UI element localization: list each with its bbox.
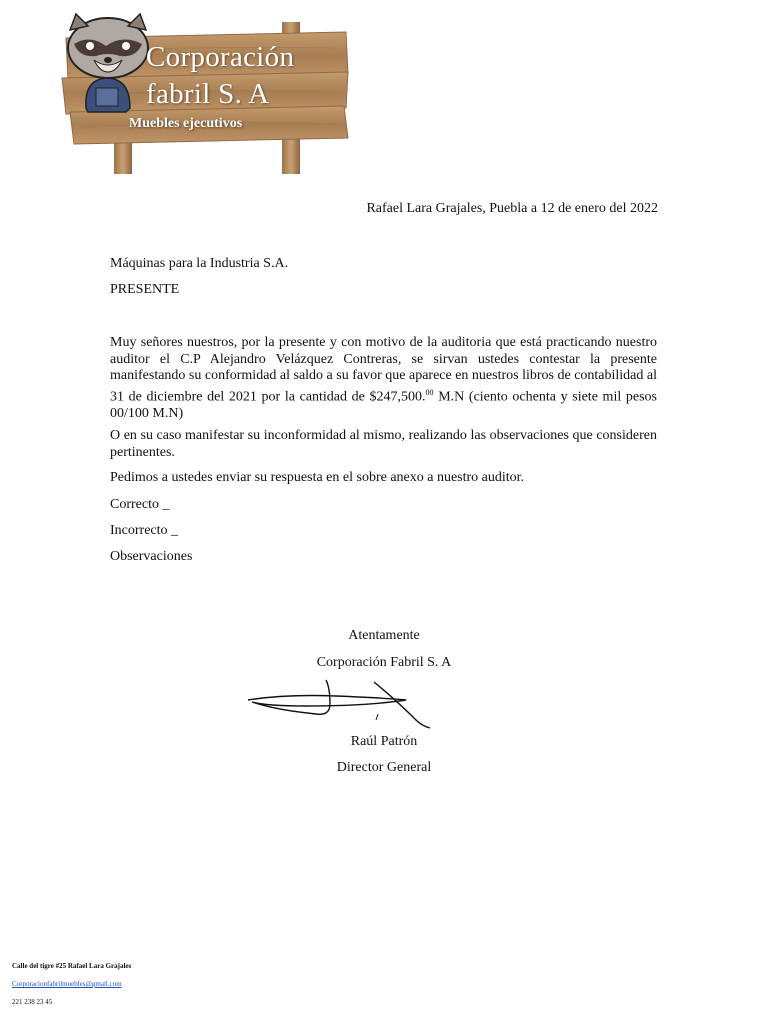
logo-title-line2: fabril S. A <box>146 78 270 110</box>
body-paragraph-2: O en su caso manifestar su inconformidad al mismo, realizando las observaciones que consideren pertinentes. <box>110 428 657 460</box>
closing: Atentamente <box>348 628 420 643</box>
footer-address: Calle del tigre #25 Rafael Lara Grajales <box>12 962 132 970</box>
logo-subtitle: Muebles ejecutivos <box>129 116 243 131</box>
company-name: Corporación Fabril S. A <box>316 655 452 670</box>
signer-name: Raúl Patrón <box>350 734 418 749</box>
signer-title: Director General <box>336 760 432 775</box>
body-paragraph-1 <box>110 335 657 422</box>
present-label: PRESENTE <box>110 282 180 297</box>
correct-option: Correcto _ <box>110 497 170 512</box>
body-paragraph-3: Pedimos a ustedes enviar su respuesta en el sobre anexo a nuestro auditor. <box>110 470 525 485</box>
incorrect-option: Incorrecto _ <box>110 523 179 538</box>
paragraph-1-text-end: M.N (ciento ochenta y siete mil pesos 00/100 M.N) <box>110 389 657 421</box>
company-logo <box>56 8 356 178</box>
footer-phone: 221 238 23 45 <box>12 998 53 1006</box>
place-date: Rafael Lara Grajales, Puebla a 12 de enero del 2022 <box>366 201 658 216</box>
observations-label: Observaciones <box>110 549 193 564</box>
amount-cents: 00 <box>425 387 434 397</box>
footer-email-link[interactable]: Corporacionfabrilmuebles@gmail.com <box>12 980 122 988</box>
signature-image <box>246 676 436 732</box>
paragraph-1-text: Muy señores nuestros, por la presente y con motivo de la auditoria que está practicando nuestro auditor el C.P Alejandro Velázquez Contreras, se sirvan ustedes contestar la presente manifestando su conformidad al saldo a su favor que aparece en nuestros libros de contabilidad al 31 de diciembre del 2021 por la cantidad de $247,500. <box>110 335 657 405</box>
recipient: Máquinas para la Industria S.A. <box>110 256 289 271</box>
logo-title-line1: Corporación <box>146 41 295 73</box>
